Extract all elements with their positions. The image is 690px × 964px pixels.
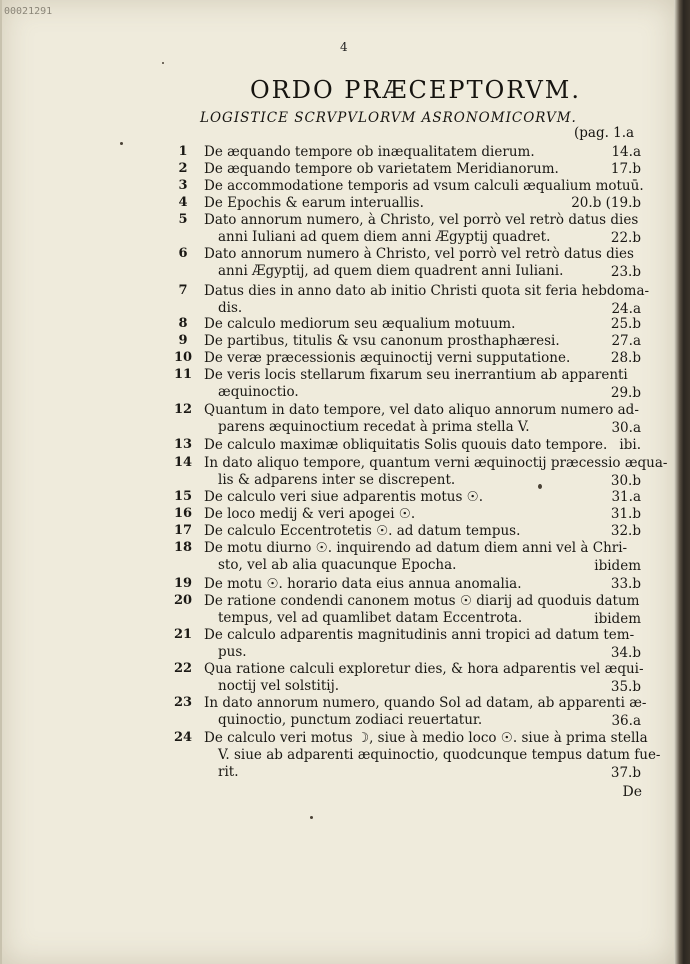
entry-number: 14 [173, 455, 193, 470]
entry-text: De ratione condendi canonem motus ☉ diarij ad quoduis datum [204, 593, 640, 609]
scan-id: 00021291 [4, 6, 53, 17]
entry-text: Dato annorum numero, à Christo, vel porrò vel retrò datus dies [204, 212, 639, 228]
entry-text: V. siue ab adparenti æquinoctio, quodcunque tempus datum fue- [218, 747, 661, 763]
entry-page-ref: 29.b [610, 385, 641, 401]
entry-page-ref: 24.a [611, 301, 641, 317]
entry-text: De calculo veri siue adparentis motus ☉. [204, 489, 484, 505]
entry-number: 8 [178, 316, 188, 331]
entry-number: 23 [173, 695, 193, 710]
entry-number: 24 [173, 730, 193, 745]
entry-number: 15 [173, 489, 193, 504]
entry-text: De calculo mediorum seu æqualium motuum. [204, 316, 516, 332]
entry-text: De motu diurno ☉. inquirendo ad datum diem anni vel à Chri- [204, 540, 628, 556]
ink-spot [538, 484, 542, 489]
entry-number: 4 [178, 195, 188, 210]
entry-page-ref: 25.b [610, 316, 641, 332]
entry-number: 7 [178, 283, 188, 298]
entry-text: De æquando tempore ob varietatem Meridianorum. [204, 161, 559, 177]
entry-text: Dato annorum numero à Christo, vel porrò vel retrò datus dies [204, 246, 634, 262]
entry-page-ref: 30.b [610, 473, 641, 489]
entry-page-ref: 14.a [611, 144, 641, 160]
entry-text: De calculo Eccentrotetis ☉. ad datum tempus. [204, 523, 521, 539]
entry-number: 12 [173, 402, 193, 417]
entry-page-ref: 22.b [610, 230, 641, 246]
entry-number: 19 [173, 576, 193, 591]
entry-page-ref: 32.b [610, 523, 641, 539]
entry-text: æquinoctio. [218, 384, 299, 400]
entry-page-ref: 17.b [610, 161, 641, 177]
entry-page-ref: 35.b [610, 679, 641, 695]
section-page-ref: (pag. 1.a [574, 125, 635, 141]
entry-number: 2 [178, 161, 188, 176]
document-page [2, 0, 674, 964]
entry-page-ref: 30.a [611, 420, 641, 436]
entry-page-ref: ibi. [619, 437, 641, 453]
book-spine-edge [674, 0, 690, 964]
entry-text: anni Iuliani ad quem diem anni Ægyptij quadret. [218, 229, 551, 245]
entry-page-ref: 33.b [610, 576, 641, 592]
entry-page-ref: 36.a [611, 713, 641, 729]
entry-page-ref: 28.b [610, 350, 641, 366]
entry-page-ref: 23.b [610, 264, 641, 280]
entry-page-ref: 31.a [611, 489, 641, 505]
entry-page-ref: ibidem [594, 611, 641, 627]
entry-text: rit. [218, 764, 239, 780]
entry-text: lis & adparens inter se discrepent. [218, 472, 456, 488]
entry-number: 17 [173, 523, 193, 538]
entry-number: 20 [173, 593, 193, 608]
entry-number: 10 [173, 350, 193, 365]
entry-number: 18 [173, 540, 193, 555]
entry-number: 3 [178, 178, 188, 193]
entry-text: De Epochis & earum interuallis. [204, 195, 424, 211]
entry-text: De calculo maximæ obliquitatis Solis quouis dato tempore. [204, 437, 608, 453]
entry-page-ref: 37.b [610, 765, 641, 781]
entry-number: 21 [173, 627, 193, 642]
entry-text: tempus, vel ad quamlibet datam Eccentrota. [218, 610, 523, 626]
ink-spot [162, 62, 164, 64]
entry-text: quinoctio, punctum zodiaci reuertatur. [218, 712, 483, 728]
entry-text: De æquando tempore ob inæqualitatem dierum. [204, 144, 535, 160]
entry-text: sto, vel ab alia quacunque Epocha. [218, 557, 457, 573]
entry-page-ref: 31.b [610, 506, 641, 522]
entry-text: parens æquinoctium recedat à prima stella V. [218, 419, 530, 435]
entry-page-ref: 34.b [610, 645, 641, 661]
entry-number: 13 [173, 437, 193, 452]
entry-text: noctij vel solstitij. [218, 678, 340, 694]
entry-text: De calculo adparentis magnitudinis anni tropici ad datum tem- [204, 627, 635, 643]
entry-text: pus. [218, 644, 247, 660]
entry-text: De partibus, titulis & vsu canonum prosthaphæresi. [204, 333, 560, 349]
entry-text: Quantum in dato tempore, vel dato aliquo annorum numero ad- [204, 402, 639, 418]
entry-text: In dato aliquo tempore, quantum verni æquinoctij præcessio æqua- [204, 455, 668, 471]
entry-number: 9 [178, 333, 188, 348]
entry-text: De loco medij & veri apogei ☉. [204, 506, 416, 522]
entry-text: anni Ægyptij, ad quem diem quadrent anni Iuliani. [218, 263, 564, 279]
ink-spot [120, 142, 123, 145]
catchword: De [622, 784, 642, 800]
entry-page-ref: ibidem [594, 558, 641, 574]
entry-number: 1 [178, 144, 188, 159]
page-title: ORDO PRÆCEPTORVM. [250, 76, 581, 104]
entry-text: In dato annorum numero, quando Sol ad datam, ab apparenti æ- [204, 695, 647, 711]
entry-text: De veris locis stellarum fixarum seu inerrantium ab apparenti [204, 367, 628, 383]
entry-number: 6 [178, 246, 188, 261]
entry-text: Qua ratione calculi exploretur dies, & hora adparentis vel æqui- [204, 661, 644, 677]
entry-page-ref: 27.a [611, 333, 641, 349]
ink-spot [310, 816, 313, 819]
entry-text: Datus dies in anno dato ab initio Christi quota sit feria hebdoma- [204, 283, 650, 299]
entry-text: De veræ præcessionis æquinoctij verni supputatione. [204, 350, 571, 366]
entry-number: 22 [173, 661, 193, 676]
entry-number: 16 [173, 506, 193, 521]
entry-number: 11 [173, 367, 193, 382]
entry-text: De calculo veri motus ☽, siue à medio loco ☉. siue à prima stella [204, 730, 648, 746]
folio-mark: 4 [340, 40, 348, 54]
entry-text: De accommodatione temporis ad vsum calculi æqualium motuū. [204, 178, 644, 194]
entry-number: 5 [178, 212, 188, 227]
entry-text: De motu ☉. horario data eius annua anomalia. [204, 576, 522, 592]
entry-text: dis. [218, 300, 243, 316]
entry-page-ref: 20.b (19.b [571, 195, 641, 211]
section-subtitle: LOGISTICE SCRVPVLORVM ASRONOMICORVM. [200, 110, 577, 126]
